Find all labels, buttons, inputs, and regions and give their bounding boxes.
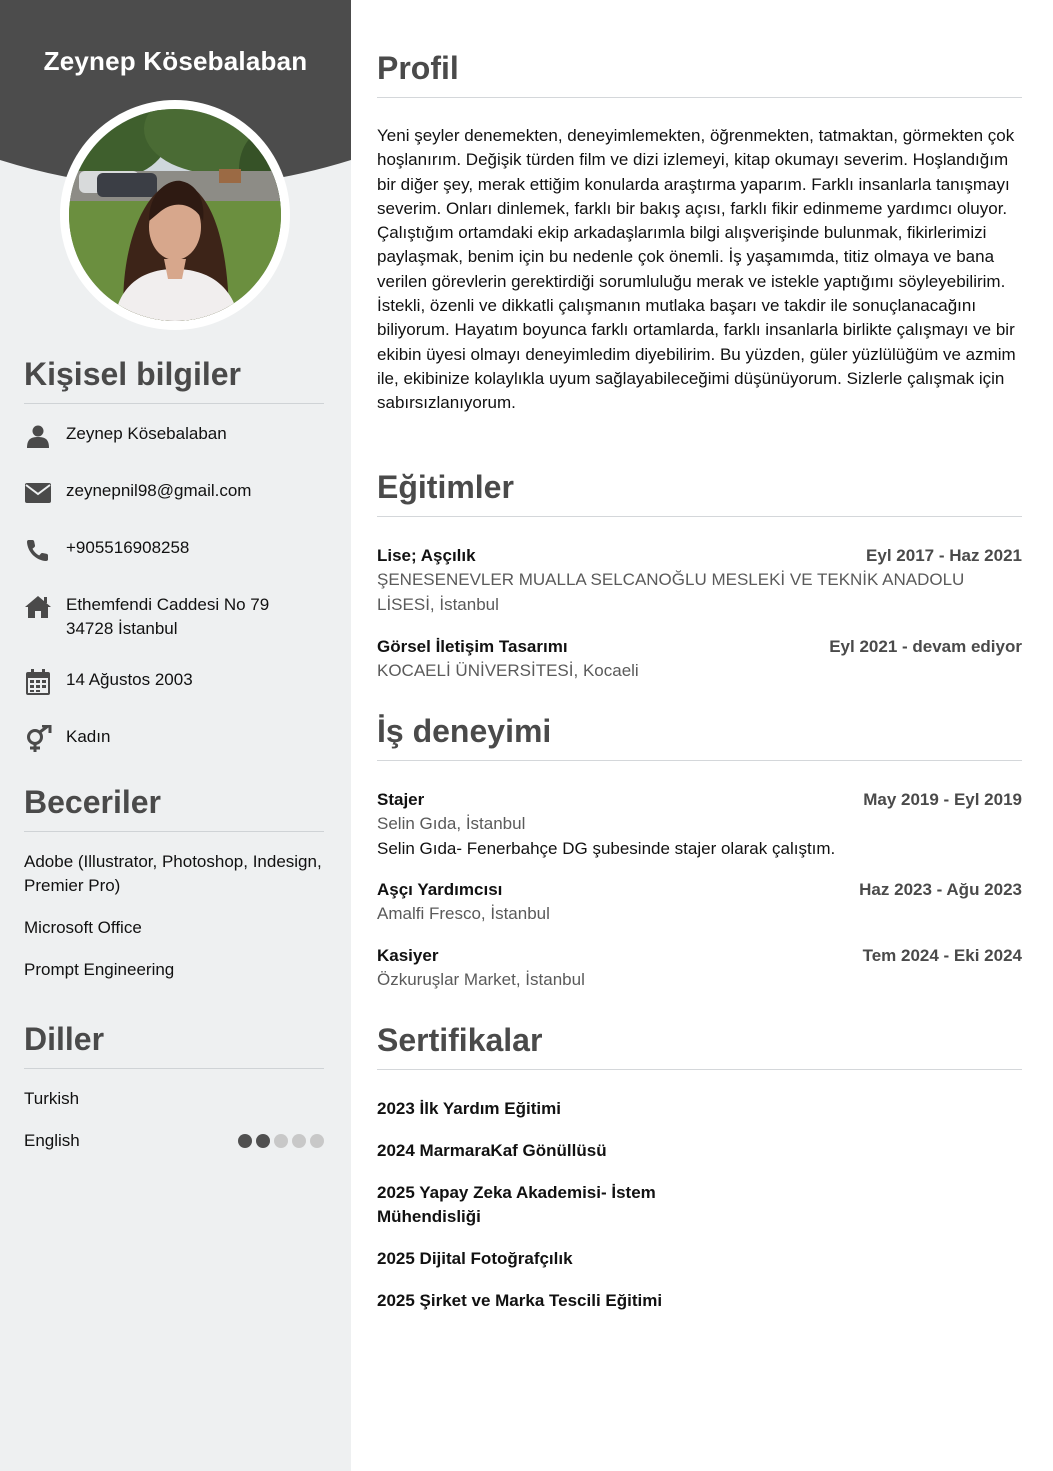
skill-item: Microsoft Office [24,918,142,937]
birthdate-row [24,668,324,696]
languages-list [24,1087,324,1153]
education-title: Eğitimler [377,469,1022,517]
experience-title: İş deneyimi [377,713,1022,761]
calendar-icon [24,668,52,696]
level-dot [274,1134,288,1148]
home-icon [24,593,52,621]
experience-description: Selin Gıda- Fenerbahçe DG şubesinde stajer olarak çalıştım. [377,838,836,858]
envelope-icon [24,479,52,507]
level-dot [310,1134,324,1148]
certificate-item: 2024 MarmaraKaf Gönüllüsü [377,1141,607,1160]
language-name: Turkish [24,1089,80,1108]
email-text[interactable]: zeynepnil98@gmail.com [66,481,252,500]
education-school: KOCAELİ ÜNİVERSİTESİ, Kocaeli [377,661,639,680]
skills-list [24,850,324,982]
birthdate-text: 14 Ağustos 2003 [66,670,193,689]
certificate-item: 2025 Yapay Zeka Akademisi- İstem Mühendisliği [377,1183,656,1226]
phone-icon [24,536,52,564]
gender-text: Kadın [66,727,111,746]
gender-icon [24,725,52,753]
language-level-dots [238,1134,324,1148]
experience-dates: Tem 2024 - Eki 2024 [862,946,1022,965]
experience-role: Kasiyer [377,946,439,965]
gender-row [24,725,324,753]
personal-info-title: Kişisel bilgiler [24,356,324,404]
personal-name-row [24,422,324,450]
avatar [60,100,290,330]
language-item [24,1129,324,1153]
personal-info-section [24,356,324,753]
experience-dates: Haz 2023 - Ağu 2023 [859,880,1022,899]
level-dot [238,1134,252,1148]
certificate-item: 2025 Şirket ve Marka Tescili Eğitimi [377,1291,663,1310]
education-dates: Eyl 2021 - devam ediyor [829,637,1022,656]
address-line-1: Ethemfendi Caddesi No 79 [66,595,270,614]
education-degree: Lise; Aşçılık [377,546,476,565]
education-entry [377,635,1022,684]
personal-name: Zeynep Kösebalaban [66,424,227,443]
experience-dates: May 2019 - Eyl 2019 [863,790,1022,809]
languages-section [24,1021,324,1171]
skill-item: Prompt Engineering [24,960,175,979]
phone-row [24,536,324,564]
address-row [24,593,324,641]
education-entry [377,544,1022,617]
education-degree: Görsel İletişim Tasarımı [377,637,568,656]
profile-title: Profil [377,50,1022,98]
experience-company: Amalfi Fresco, İstanbul [377,904,550,923]
profile-text: Yeni şeyler denemekten, deneyimlemekten, öğrenmekten, tatmaktan, görmekten çok hoşlanırım. Değişik türden film ve dizi izlemeyi, kitap okumayı severim. Hoşlandığım bir diğer şey, merak ettiğim konularda araştırma yaparım. Farklı insanlarla tanışmayı severim. Onları dinlemek, farklı bir bakış açısı, farklı fikir edinmeme yardımcı oluyor. Çalıştığım ortamdaki ekip arkadaşlarımla bilgi alışverişinde bulunmak, fikirlerimizi paylaşmak, benim için bu nedenle çok önemli. İş yaşamımda, titiz olmaya ve bana verilen görevlerin gerektirdiği sorumluluğu merak ve istekle yaptığımı söyleyebilirim. İstekli, özenli ve dikkatli çalışmanın mutlaka başarı ve takdir ile sonuçlanacağını biliyorum. Hayatım boyunca farklı ortamlarda, farklı insanlarla birlikte çalışmayı ve bir ekibin üyesi olmayı deneyimledim diyebilirim. Bu yüzden, güler yüzlülüğüm ve azmim ile, ekibinize kolaylıkla uyum sağlayabileceğimi düşünüyorum. Sizlerle çalışmak için sabırsızlanıyorum. [377,126,1016,413]
address-line-2: 34728 İstanbul [66,619,178,638]
experience-company: Selin Gıda, İstanbul [377,814,526,833]
experience-entry [377,788,1022,861]
certificate-item: 2025 Dijital Fotoğrafçılık [377,1249,573,1268]
education-school: ŞENESENEVLER MUALLA SELCANOĞLU MESLEKİ VE TEKNİK ANADOLU LİSESİ, İstanbul [377,570,965,614]
level-dot [292,1134,306,1148]
user-icon [24,422,52,450]
experience-role: Aşçı Yardımcısı [377,880,503,899]
address-text [66,593,269,641]
email-row [24,479,324,507]
languages-title: Diller [24,1021,324,1069]
phone-text[interactable]: +905516908258 [66,538,190,557]
skills-section [24,784,324,1000]
education-dates: Eyl 2017 - Haz 2021 [866,546,1022,565]
experience-company: Özkuruşlar Market, İstanbul [377,970,585,989]
language-item [24,1087,324,1111]
resume-name: Zeynep Kösebalaban [43,46,308,76]
experience-entry [377,878,1022,927]
level-dot [256,1134,270,1148]
experience-entry [377,944,1022,993]
experience-role: Stajer [377,790,425,809]
portrait-photo [69,109,281,321]
language-name: English [24,1131,80,1150]
skills-title: Beceriler [24,784,324,832]
certificates-title: Sertifikalar [377,1022,1022,1070]
certificate-item: 2023 İlk Yardım Eğitimi [377,1099,561,1118]
sidebar [0,0,351,1471]
skill-item: Adobe (Illustrator, Photoshop, Indesign, Premier Pro) [24,852,322,895]
